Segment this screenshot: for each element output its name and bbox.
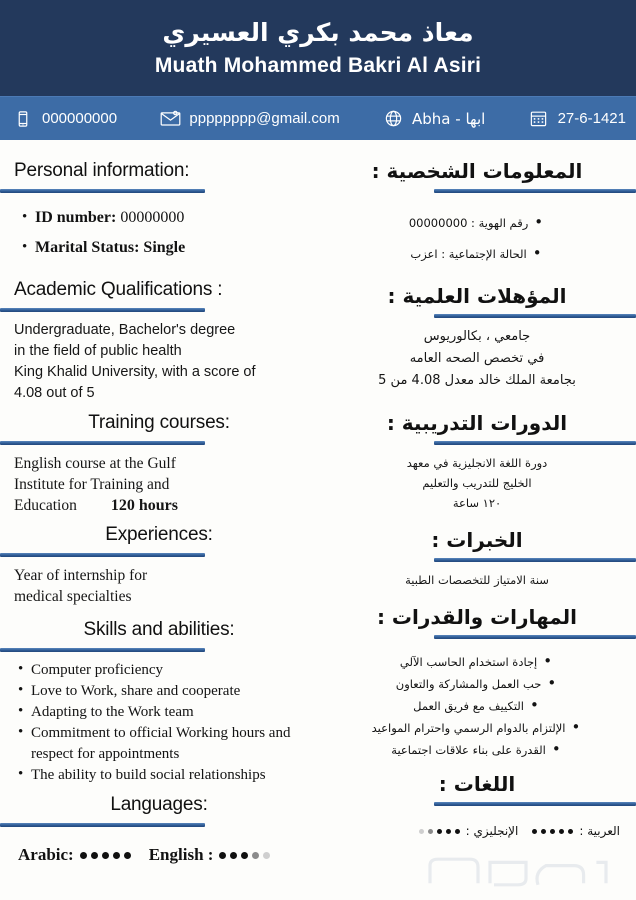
heading-training-courses-ar: الدورات التدريبية : (386, 411, 568, 435)
contact-phone[interactable] (12, 108, 117, 130)
experiences-line: سنة الامتياز للتخصصات الطبية (405, 573, 549, 587)
list-item: • Computer proficiency (18, 660, 306, 681)
language-english-ar (419, 824, 519, 838)
academic-line: جامعي ، بكالوريوس (423, 329, 531, 344)
heading-rule (434, 558, 636, 562)
academic-line: in the field of public health (14, 343, 182, 359)
academic-text-en (0, 320, 318, 404)
contact-email-value: pppppppp@gmail.com (189, 109, 340, 127)
list-item (22, 203, 306, 233)
personal-marital-label: Marital Status: Single (35, 239, 186, 256)
languages-list-en (0, 835, 318, 865)
list-item: • رقم الهوية : 00000000 (330, 207, 622, 238)
language-english-en (149, 845, 271, 865)
contact-email[interactable] (159, 108, 339, 130)
list-item: • التكييف مع فريق العمل (330, 695, 622, 717)
section-academic-qualifications-en (0, 277, 318, 404)
list-item: • The ability to build social relationships (18, 765, 306, 786)
list-item: • الحالة الإجتماعية : اعزب (330, 238, 622, 269)
heading-skills-ar: المهارات والقدرات : (376, 605, 578, 629)
heading-personal-information-en: Personal information: (14, 160, 190, 181)
heading-skills-en: Skills and abilities: (83, 619, 235, 640)
heading-rule (0, 553, 205, 557)
language-name: Arabic: (18, 845, 74, 864)
section-training-courses-ar (318, 410, 636, 513)
personal-information-list-ar (318, 201, 636, 269)
language-level-dots (419, 829, 460, 834)
column-english (0, 140, 318, 900)
heading-rule (434, 802, 636, 806)
calendar-icon (528, 108, 550, 130)
languages-list-ar (318, 814, 636, 838)
heading-academic-qualifications-en: Academic Qualifications : (14, 279, 223, 300)
heading-rule (0, 189, 205, 193)
heading-rule (434, 314, 636, 318)
section-experiences-ar (318, 527, 636, 590)
heading-rule (434, 635, 636, 639)
column-arabic (318, 140, 636, 900)
full-name-arabic: معاذ محمد بكري العسيري (162, 18, 474, 47)
section-personal-information-en (0, 158, 318, 263)
contact-location[interactable] (382, 108, 485, 130)
training-line: English course at the Gulf (14, 455, 176, 472)
language-level-dots (532, 829, 573, 834)
heading-academic-qualifications-ar: المؤهلات العلمية : (387, 284, 567, 308)
language-arabic-en (18, 845, 131, 865)
heading-experiences-en: Experiences: (105, 524, 213, 545)
training-last-line: Education (14, 497, 77, 514)
experiences-line: Year of internship for (14, 567, 148, 584)
globe-icon (382, 108, 404, 130)
training-last-line-row (14, 495, 306, 516)
experiences-text-en (0, 565, 318, 607)
list-item (22, 233, 306, 263)
list-item: • حب العمل والمشاركة والتعاون (330, 673, 622, 695)
academic-line: بجامعة الملك خالد معدل 4.08 من 5 (378, 373, 576, 388)
contact-phone-value: 000000000 (42, 109, 118, 127)
personal-id-label: ID number: (35, 209, 117, 226)
header-name-band (0, 0, 636, 96)
academic-line: 4.08 out of 5 (14, 385, 95, 401)
section-skills-en (0, 617, 318, 786)
list-item: • القدرة على بناء علاقات اجتماعية (330, 739, 622, 761)
training-line: Institute for Training and (14, 476, 170, 493)
experiences-text-ar (318, 570, 636, 590)
personal-information-list-en (0, 201, 318, 263)
section-languages-ar (318, 771, 636, 838)
language-level-dots (219, 852, 270, 859)
heading-rule (0, 823, 205, 827)
section-skills-ar (318, 604, 636, 761)
language-name: English : (148, 845, 214, 864)
language-name: الإنجليزي : (465, 824, 519, 838)
section-experiences-en (0, 522, 318, 607)
heading-rule (0, 648, 205, 652)
training-hours: 120 hours (110, 497, 178, 514)
list-item: • إجادة استخدام الحاسب الآلي (330, 651, 622, 673)
list-item: • الإلتزام بالدوام الرسمي واحترام المواعيد (330, 717, 622, 739)
personal-id-value: 00000000 (120, 209, 185, 226)
training-line: الخليج للتدريب والتعليم (422, 476, 532, 490)
language-arabic-ar (532, 824, 620, 838)
heading-rule (434, 441, 636, 445)
heading-training-courses-en: Training courses: (88, 412, 230, 433)
language-name: العربية : (579, 824, 620, 838)
academic-line: في تخصص الصحه العامه (409, 351, 545, 366)
academic-line: Undergraduate, Bachelor's degree (14, 322, 236, 338)
header-contact-band (0, 96, 636, 140)
contact-date[interactable] (528, 108, 626, 130)
training-line: دورة اللغة الانجليزية في معهد (406, 456, 548, 470)
cv-body (0, 140, 636, 900)
contact-location-value: Abha - ابها (412, 109, 486, 128)
heading-rule (0, 441, 205, 445)
list-item: • Adapting to the Work team (18, 702, 306, 723)
section-personal-information-ar (318, 158, 636, 269)
academic-text-ar (318, 326, 636, 392)
list-item: • Commitment to official Working hours and respect for appointments (18, 723, 306, 765)
academic-line: King Khalid University, with a score of (14, 364, 256, 380)
training-line: ١٢٠ ساعة (452, 496, 502, 510)
heading-languages-ar: اللغات : (438, 772, 516, 796)
section-training-courses-en (0, 410, 318, 516)
list-item: • Love to Work, share and cooperate (18, 681, 306, 702)
heading-rule (0, 308, 205, 312)
full-name-english: Muath Mohammed Bakri Al Asiri (154, 54, 482, 77)
contact-date-value: 27-6-1421 (557, 109, 626, 127)
mobile-phone-icon (12, 108, 34, 130)
skills-list-en (0, 660, 318, 786)
heading-rule (434, 189, 636, 193)
training-text-ar (318, 453, 636, 513)
experiences-line: medical specialties (14, 588, 132, 605)
training-text-en (0, 453, 318, 516)
heading-languages-en: Languages: (110, 794, 208, 815)
heading-personal-information-ar: المعلومات الشخصية : (371, 159, 583, 183)
envelope-icon (159, 108, 181, 130)
heading-experiences-ar: الخبرات : (431, 528, 523, 552)
language-level-dots (80, 852, 131, 859)
skills-list-ar (318, 647, 636, 761)
section-academic-qualifications-ar (318, 283, 636, 392)
section-languages-en (0, 792, 318, 865)
